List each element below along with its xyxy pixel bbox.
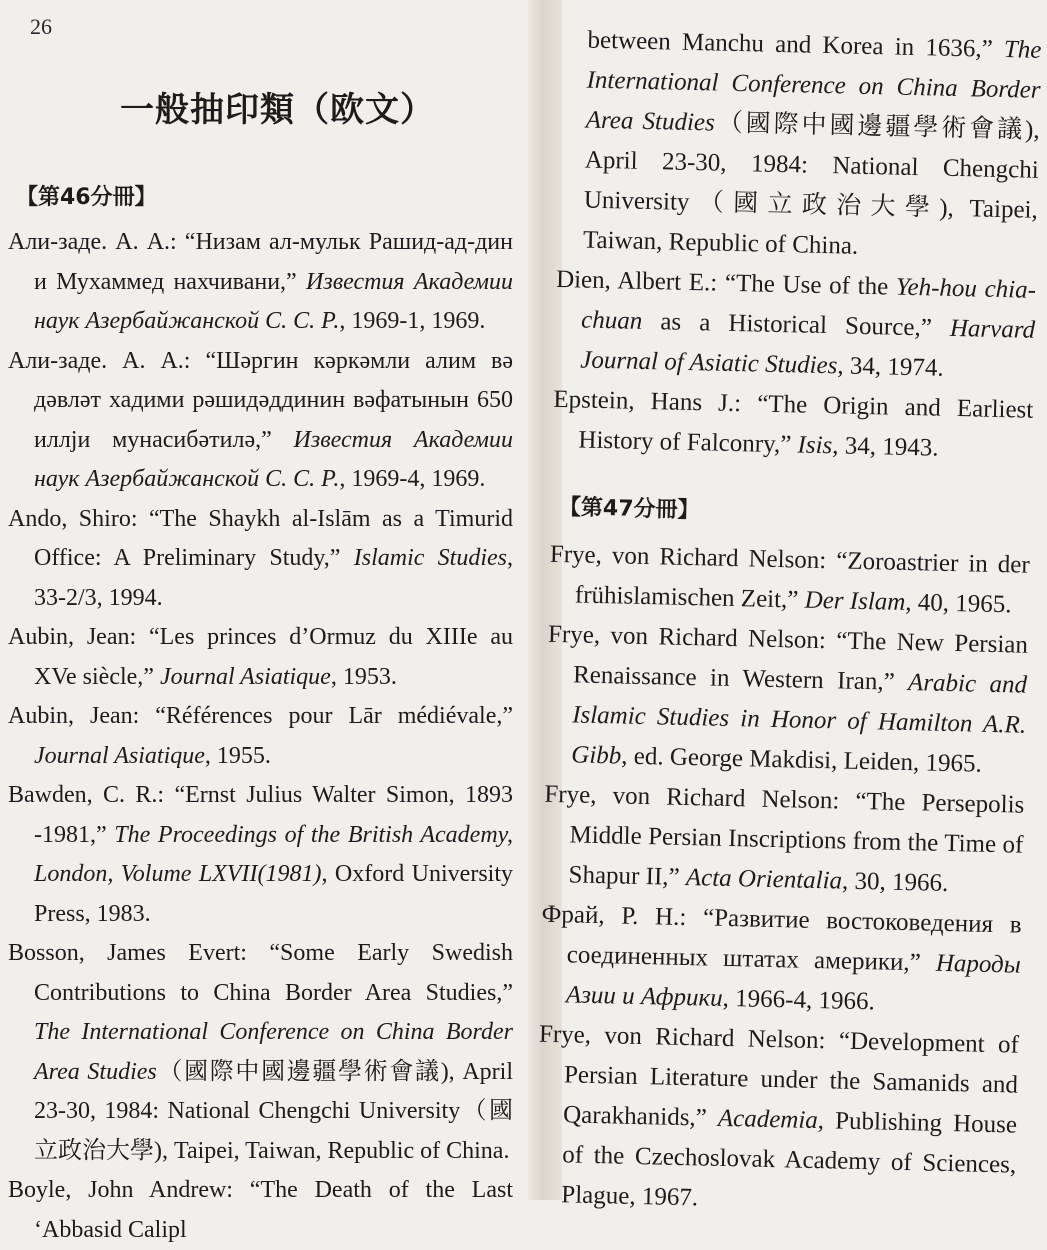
bibliography-entry: Frye, von Richard Nelson: “Zoroastrier in der frühislamischen Zeit,” Der Islam, 40, 1965. [549,540,1031,619]
page-number: 26 [30,14,52,39]
right-column [535,20,1042,1226]
bibliography-entry: Frye, von Richard Nelson: “The Persepolis Middle Persian Inscriptions from the Time of Shapur II,” Acta Orientalia, 30, 1966. [544,780,1025,897]
continued-entry: between Manchu and Korea in 1636,” The International Conference on China Border Area Studies（國際中國邊疆學術會議), April 23-30, 1984: National Chengchi University（國立政治大學), Taipei, Taiwan, Republic of China. [582,26,1042,260]
bibliography-entry: Aubin, Jean: “Les princes d’Ormuz du XIIIe au XVe siècle,” Journal Asiatique, 1953. [8,624,513,690]
bibliography-entry: Али-заде. А. А.: “Низам ал-мульк Рашид-ад-дин и Мухаммед нахчивани,” Известия Академии наук Азербайжанской С. С. Р., 1969-1, 1969. [8,229,513,334]
bibliography-entry: Bawden, C. R.: “Ernst Julius Walter Simon, 1893 -1981,” The Proceedings of the British Academy, London, Volume LXVII(1981), Oxford University Press, 1983. [8,782,513,927]
bibliography-entry: Frye, von Richard Nelson: “The New Persian Renaissance in Western Iran,” Arabic and Islamic Studies in Honor of Hamilton A.R. Gibb, ed. George Makdisi, Leiden, 1965. [547,620,1029,778]
bibliography-entry: Epstein, Hans J.: “The Origin and Earliest History of Falconry,” Isis, 34, 1943. [553,385,1034,462]
bibliography-entry: Фрай, Р. Н.: “Развитие востоковедения в соединенных штатах америки,” Народы Азии и Африки, 1966-4, 1966. [541,900,1022,1016]
bibliography-entry: Boyle, John Andrew: “The Death of the Last ‘Abbasid Calipl [8,1177,513,1243]
bibliography-entry: Али-заде. А. А.: “Шәргин кәркәмли алим вә дәвләт хадими рәшидәддинин вәфатынын 650 иллји мунасибәтилә,” Известия Академии наук Азербайжанской С. С. Р., 1969-4, 1969. [8,347,513,492]
bibliography-entry: Dien, Albert E.: “The Use of the Yeh-hou chia-chuan as a Historical Source,” Harvard Journal of Asiatic Studies, 34, 1974. [555,265,1037,382]
section-heading-46: 【第46分冊】 [16,185,157,210]
bibliography-entry: Aubin, Jean: “Références pour Lār médiévale,” Journal Asiatique, 1955. [8,703,513,769]
bibliography-entry: Ando, Shiro: “The Shaykh al-Islām as a Timurid Office: A Preliminary Study,” Islamic Studies, 33-2/3, 1994. [8,505,514,611]
right-entries-before [552,260,1036,471]
left-column [8,178,513,1250]
right-entries [535,535,1030,1226]
bibliography-entry: Frye, von Richard Nelson: “Development of Persian Literature under the Samanids and Qarakhanids,” Academia, Publishing House of the Czechoslovak Academy of Sciences, Plague, 1967. [538,1020,1020,1212]
bibliography-entry: Bosson, James Evert: “Some Early Swedish Contributions to China Border Area Studies,” The International Conference on China Border Area Studies（國際中國邊疆學術會議), April 23-30, 1984: National Chengchi University（國立政治大學), Taipei, Taiwan, Republic of China. [8,940,514,1164]
left-entries [8,223,513,1250]
page-title: 一般抽印類（欧文） [120,90,435,130]
section-heading-47: 【第47分冊】 [558,495,700,524]
